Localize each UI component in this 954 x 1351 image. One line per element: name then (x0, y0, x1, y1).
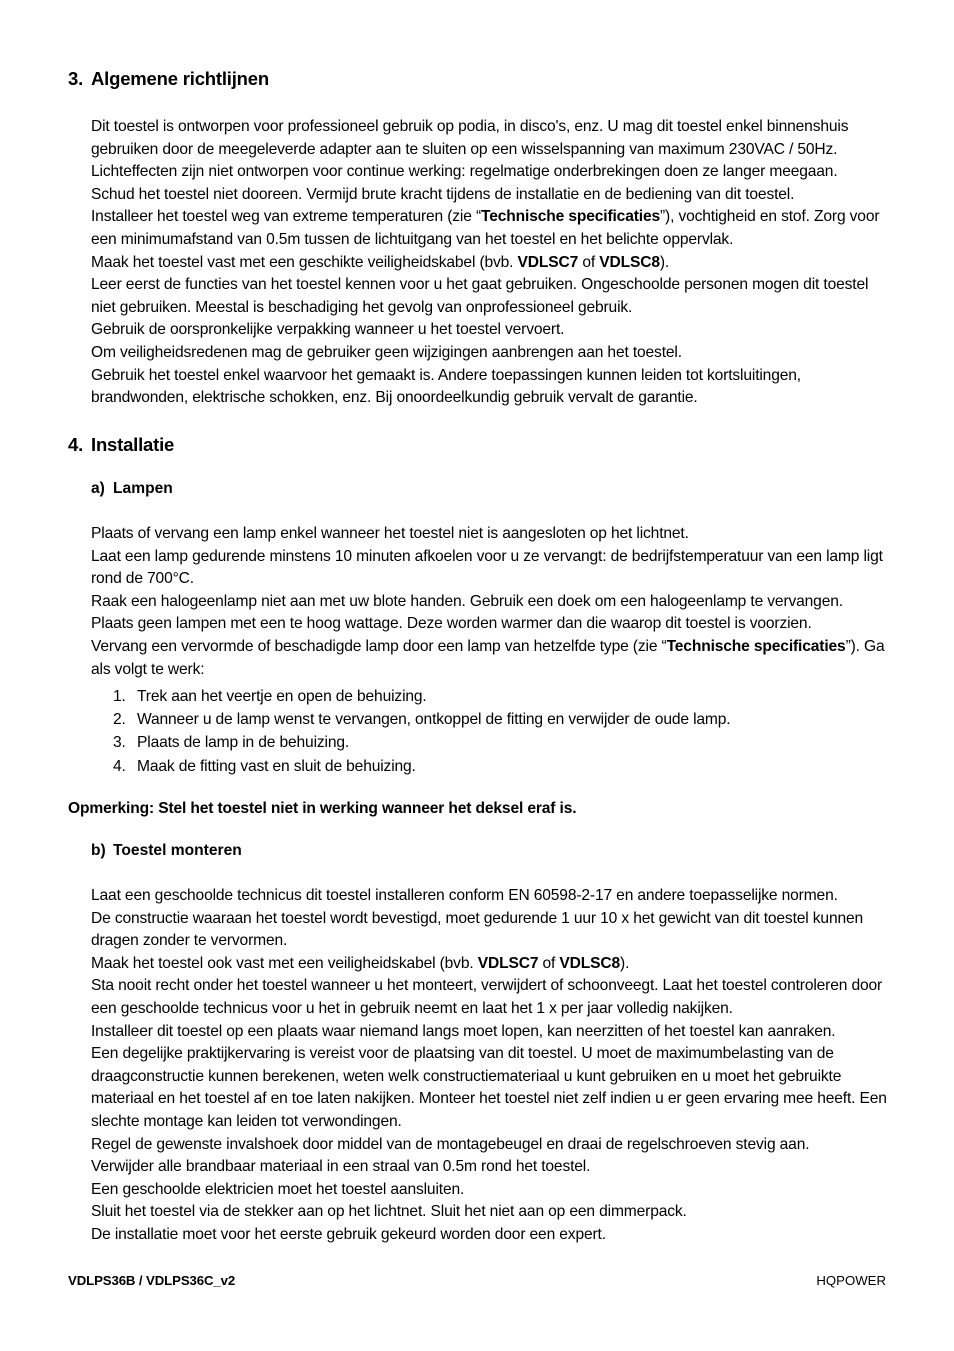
paragraph: Sta nooit recht onder het toestel wanneer u het monteert, verwijdert of schoonveegt. Laat het toestel controleren door een geschoolde technicus voor u het in gebruik neemt en laat het 1 x per jaar volledig nakijken. (91, 977, 883, 1017)
subsection-a-heading (91, 480, 173, 498)
step-text: Trek aan het veertje en open de behuizing. (137, 688, 427, 705)
paragraph: Een geschoolde elektricien moet het toestel aansluiten. (91, 1180, 465, 1198)
step-number: 2. (113, 711, 126, 729)
paragraph: Dit toestel is ontworpen voor professioneel gebruik op podia, in disco's, enz. U mag dit toestel enkel binnenshuis gebruiken door de meegeleverde adapter aan te sluiten op een wisselspanning van maximum 230VAC / 50Hz. (91, 118, 849, 158)
paragraph: Installeer het toestel weg van extreme temperaturen (zie “Technische specificaties”), vochtigheid en stof. Zorg voor een minimumafstand van 0.5m tussen de lichtuitgang van het toestel en het belichte oppervlak. (91, 208, 880, 248)
step-number: 3. (113, 734, 126, 752)
paragraph: De constructie waaraan het toestel wordt bevestigd, moet gedurende 1 uur 10 x het gewicht van dit toestel kunnen dragen zonder te vervormen. (91, 909, 864, 950)
bold-reference: VDLSC7 (517, 253, 579, 271)
paragraph: Maak het toestel ook vast met een veiligheidskabel (bvb. VDLSC7 of VDLSC8). (91, 954, 630, 972)
paragraph: De installatie moet voor het eerste gebruik gekeurd worden door een expert. (91, 1225, 606, 1243)
subsection-b-body (91, 885, 891, 1247)
paragraph: Maak het toestel vast met een geschikte veiligheidskabel (bvb. VDLSC7 of VDLSC8). (91, 253, 670, 271)
paragraph: Leer eerst de functies van het toestel kennen voor u het gaat gebruiken. Ongeschoolde personen mogen dit toestel niet gebruiken. Meestal is beschadiging het gevolg van onprofessioneel gebruik. (91, 276, 869, 316)
paragraph: Regel de gewenste invalshoek door middel van de montagebeugel en draai de regelschroeven stevig aan. (91, 1135, 810, 1153)
step-number: 4. (113, 757, 126, 775)
paragraph: Installeer dit toestel op een plaats waar niemand langs moet lopen, kan neerzitten of het toestel kan aanraken. (91, 1022, 836, 1040)
step-item (91, 731, 871, 754)
bold-reference: VDLSC8 (559, 954, 621, 972)
paragraph: Schud het toestel niet dooreen. Vermijd brute kracht tijdens de installatie en de bediening van dit toestel. (91, 185, 795, 203)
paragraph: Laat een lamp gedurende minstens 10 minuten afkoelen voor u ze vervangt: de bedrijfstemperatuur van een lamp ligt rond de 700°C. (91, 547, 883, 588)
section-4-title: Installatie (91, 434, 175, 455)
paragraph: Raak een halogeenlamp niet aan met uw blote handen. Gebruik een doek om een halogeenlamp te vervangen. (91, 592, 843, 610)
subsection-b-title: Toestel monteren (113, 842, 242, 859)
section-3-title: Algemene richtlijnen (91, 68, 269, 89)
section-3-heading (68, 68, 269, 90)
step-number: 1. (113, 688, 126, 705)
subsection-a-title: Lampen (113, 480, 173, 497)
paragraph: Gebruik het toestel enkel waarvoor het gemaakt is. Andere toepassingen kunnen leiden tot kortsluitingen, brandwonden, elektrische schokken, enz. Bij onoordeelkundig gebruik vervalt de garantie. (91, 366, 801, 407)
paragraph: Gebruik de oorspronkelijke verpakking wanneer u het toestel vervoert. (91, 321, 565, 339)
subsection-b-heading (91, 842, 242, 860)
footer-model: VDLPS36B / VDLPS36C_v2 (68, 1273, 236, 1288)
bold-reference: VDLSC7 (477, 954, 539, 972)
paragraph: Om veiligheidsredenen mag de gebruiker geen wijzigingen aanbrengen aan het toestel. (91, 343, 682, 361)
step-text: Plaats de lamp in de behuizing. (137, 734, 350, 752)
subsection-b-number: b) (91, 842, 106, 859)
paragraph: Vervang een vervormde of beschadigde lamp door een lamp van hetzelfde type (zie “Technische specificaties”). Ga als volgt te werk: (91, 637, 885, 678)
step-item (91, 685, 871, 708)
subsection-a-number: a) (91, 480, 105, 497)
paragraph: Plaats of vervang een lamp enkel wanneer het toestel niet is aangesloten op het lichtnet. (91, 525, 689, 542)
step-item (91, 708, 871, 731)
section-4-number: 4. (68, 434, 84, 455)
lamp-replacement-steps (91, 685, 871, 778)
subsection-a-body (91, 523, 891, 681)
section-3-body (91, 116, 891, 410)
step-text: Maak de fitting vast en sluit de behuizing. (137, 757, 416, 775)
paragraph: Plaats geen lampen met een te hoog wattage. Deze worden warmer dan die waarop dit toestel is voorzien. (91, 615, 812, 633)
step-item (91, 755, 871, 778)
step-text: Wanneer u de lamp wenst te vervangen, ontkoppel de fitting en verwijder de oude lamp. (137, 711, 731, 729)
paragraph: Sluit het toestel via de stekker aan op het lichtnet. Sluit het niet aan op een dimmerpack. (91, 1203, 687, 1221)
bold-reference: Technische specificaties (666, 637, 846, 655)
bold-reference: Technische specificaties (481, 208, 660, 226)
bold-reference: VDLSC8 (599, 253, 660, 271)
section-3-number: 3. (68, 68, 84, 89)
paragraph: Laat een geschoolde technicus dit toestel installeren conform EN 60598-2-17 en andere toepasselijke normen. (91, 887, 838, 904)
footer-brand: HQPOWER (816, 1273, 886, 1288)
section-4-heading (68, 434, 174, 456)
paragraph: Lichteffecten zijn niet ontworpen voor continue werking: regelmatige onderbrekingen doen ze langer meegaan. (91, 163, 838, 181)
warning-note: Opmerking: Stel het toestel niet in werking wanneer het deksel eraf is. (68, 800, 577, 817)
paragraph: Een degelijke praktijkervaring is vereist voor de plaatsing van dit toestel. U moet de maximumbelasting van de draagconstructie kunnen berekenen, weten welk constructiemateriaal u kunt gebruiken en u moet het gebruikte materiaal en het toestel af en toe laten nakijken. Monteer het toestel niet zelf indien u er geen ervaring mee heeft. Een slechte montage kan leiden tot verwondingen. (91, 1045, 887, 1130)
paragraph: Verwijder alle brandbaar materiaal in een straal van 0.5m rond het toestel. (91, 1158, 591, 1176)
